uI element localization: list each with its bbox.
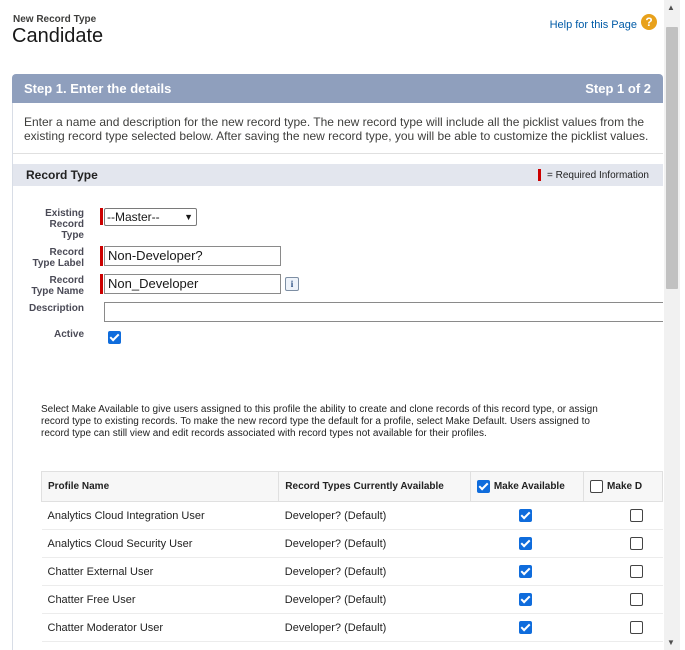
- current-types-cell: Developer? (Default): [279, 586, 471, 614]
- col-header-make-available: [470, 472, 583, 502]
- make-default-checkbox[interactable]: [630, 593, 643, 606]
- make-default-checkbox[interactable]: [630, 565, 643, 578]
- required-marker: [100, 208, 103, 225]
- make-available-cell: [470, 530, 583, 558]
- profile-name-cell: Chatter Moderator User: [42, 614, 279, 642]
- make-available-checkbox[interactable]: [519, 509, 532, 522]
- make-available-cell: [470, 502, 583, 530]
- label-line: Existing: [45, 208, 84, 219]
- instructions-line: record type to existing records. To make the new record type the default for a profile, select Make Default. Users assigned to: [41, 416, 590, 427]
- current-types-cell: Developer? (Default): [279, 614, 471, 642]
- help-icon[interactable]: ?: [641, 14, 657, 30]
- label-line: Type Name: [31, 286, 84, 297]
- label-line: Type: [61, 230, 84, 241]
- page-subtitle: New Record Type: [13, 14, 97, 25]
- make-default-cell: [584, 586, 663, 614]
- instructions-line: Select Make Available to give users assigned to this profile the ability to create and clone records of this record type, or assign: [41, 404, 598, 415]
- current-types-cell: Developer? (Default): [279, 502, 471, 530]
- label-line: Record: [49, 219, 84, 230]
- make-available-cell: [470, 614, 583, 642]
- scroll-up-icon[interactable]: ▲: [667, 3, 675, 12]
- required-info-text: = Required Information: [546, 169, 649, 181]
- step-title: Step 1. Enter the details: [24, 81, 172, 96]
- label-line: Record: [49, 247, 84, 258]
- required-info: [538, 169, 649, 181]
- profile-name-cell: Chatter External User: [42, 558, 279, 586]
- record-type-label-input[interactable]: Non-Developer?: [104, 246, 281, 266]
- make-available-checkbox[interactable]: [519, 593, 532, 606]
- table-row: [42, 502, 663, 530]
- table-row: [42, 558, 663, 586]
- step-header: [12, 74, 663, 103]
- make-default-all-checkbox[interactable]: [590, 480, 603, 493]
- description-input[interactable]: [104, 302, 663, 322]
- table-row: [42, 586, 663, 614]
- table-row: [42, 614, 663, 642]
- instructions-line: record type can still view and edit records associated with record types not available for their profiles.: [41, 428, 487, 439]
- make-default-checkbox[interactable]: [630, 621, 643, 634]
- scroll-down-icon[interactable]: ▼: [667, 638, 675, 647]
- current-types-cell: Developer? (Default): [279, 530, 471, 558]
- profiles-table: [41, 471, 663, 642]
- make-default-checkbox[interactable]: [630, 509, 643, 522]
- make-default-cell: [584, 614, 663, 642]
- scroll-thumb[interactable]: [666, 27, 678, 289]
- help-link[interactable]: Help for this Page: [549, 19, 637, 31]
- vertical-scrollbar[interactable]: [664, 0, 680, 650]
- instructions-text: [41, 404, 663, 440]
- info-icon[interactable]: i: [285, 277, 299, 291]
- required-marker: [100, 274, 103, 294]
- description-label: Description: [28, 303, 84, 314]
- select-value: --Master--: [107, 210, 160, 224]
- table-row: [42, 530, 663, 558]
- make-available-cell: [470, 586, 583, 614]
- header-label: Make Available: [493, 481, 565, 492]
- make-available-all-checkbox[interactable]: [477, 480, 490, 493]
- make-available-cell: [470, 558, 583, 586]
- profile-name-cell: Analytics Cloud Integration User: [42, 502, 279, 530]
- main-panel: [12, 74, 663, 650]
- make-available-checkbox[interactable]: [519, 537, 532, 550]
- profile-name-cell: Chatter Free User: [42, 586, 279, 614]
- col-header-current: Record Types Currently Available: [279, 472, 471, 502]
- existing-record-type-select[interactable]: [104, 208, 197, 226]
- active-label: Active: [53, 329, 84, 340]
- col-header-profile: Profile Name: [42, 472, 279, 502]
- make-available-checkbox[interactable]: [519, 565, 532, 578]
- intro-text: Enter a name and description for the new record type. The new record type will include all the picklist values from the existing record type selected below. After saving the new record type, you will be able to customize the picklist values.: [13, 103, 663, 154]
- make-default-cell: [584, 502, 663, 530]
- make-available-checkbox[interactable]: [519, 621, 532, 634]
- table-header-row: [42, 472, 663, 502]
- section-title: Record Type: [26, 168, 98, 182]
- label-line: Record: [49, 275, 84, 286]
- label-line: Type Label: [32, 258, 84, 269]
- header-label: Make D: [607, 481, 643, 492]
- record-type-label-label: [12, 247, 84, 269]
- current-types-cell: Developer? (Default): [279, 558, 471, 586]
- make-default-checkbox[interactable]: [630, 537, 643, 550]
- make-default-cell: [584, 558, 663, 586]
- record-type-name-label: [12, 275, 84, 297]
- required-marker-icon: [538, 169, 541, 181]
- step-counter: Step 1 of 2: [585, 81, 651, 96]
- section-header: [13, 164, 663, 186]
- existing-record-type-label: [12, 208, 84, 241]
- chevron-down-icon: ▼: [184, 212, 193, 222]
- required-marker: [100, 246, 103, 266]
- col-header-make-default: [584, 472, 663, 502]
- profile-name-cell: Analytics Cloud Security User: [42, 530, 279, 558]
- record-type-name-input[interactable]: Non_Developer: [104, 274, 281, 294]
- active-checkbox[interactable]: [108, 331, 121, 344]
- page-title: Candidate: [12, 25, 104, 47]
- make-default-cell: [584, 530, 663, 558]
